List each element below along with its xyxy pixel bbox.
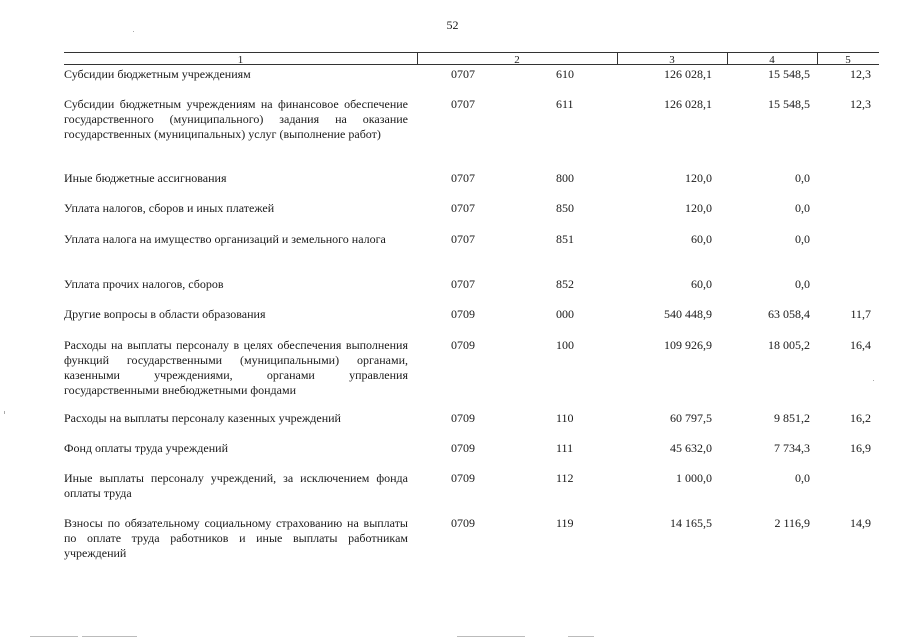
column-3-value: 109 926,9 <box>664 338 712 352</box>
expense-type-code: 112 <box>556 471 574 485</box>
column-3-value: 1 000,0 <box>676 471 712 485</box>
column-5-value: 12,3 <box>850 97 871 111</box>
column-3-value: 120,0 <box>685 201 712 215</box>
row-name: Расходы на выплаты персоналу казенных учреждений <box>64 411 341 425</box>
column-4-value: 0,0 <box>795 277 810 291</box>
scan-artifact <box>873 380 874 381</box>
column-5-value: 11,7 <box>850 307 871 321</box>
column-4-value: 63 058,4 <box>768 307 810 321</box>
row-name: Расходы на выплаты персоналу в целях обеспечения выполнения функций государственными (муниципальными) органами, казенными учреждениями, органами управления государственными внебюджетными фондами <box>64 338 408 397</box>
expense-type-code: 852 <box>556 277 574 291</box>
column-4-value: 15 548,5 <box>768 67 810 81</box>
column-3-value: 120,0 <box>685 171 712 185</box>
section-code: 0709 <box>451 471 475 485</box>
column-3-value: 60 797,5 <box>670 411 712 425</box>
section-code: 0707 <box>451 97 475 111</box>
column-number-1: 1 <box>237 54 244 66</box>
section-code: 0709 <box>451 441 475 455</box>
column-5-value: 16,9 <box>850 441 871 455</box>
column-5-value: 14,9 <box>850 516 871 530</box>
column-3-value: 126 028,1 <box>664 97 712 111</box>
column-3-value: 60,0 <box>691 277 712 291</box>
column-3-value: 60,0 <box>691 232 712 246</box>
row-name: Уплата налогов, сборов и иных платежей <box>64 201 275 215</box>
section-code: 0707 <box>451 67 475 81</box>
scan-artifact <box>82 636 137 637</box>
column-4-value: 2 116,9 <box>774 516 810 530</box>
row-name: Уплата налога на имущество организаций и земельного налога <box>64 232 386 246</box>
section-code: 0707 <box>451 171 475 185</box>
column-3-value: 126 028,1 <box>664 67 712 81</box>
expense-type-code: 610 <box>556 67 574 81</box>
column-4-value: 0,0 <box>795 471 810 485</box>
scan-artifact <box>30 636 78 637</box>
column-number-2: 2 <box>514 54 520 66</box>
column-4-value: 7 734,3 <box>774 441 810 455</box>
column-4-value: 0,0 <box>795 232 810 246</box>
scan-artifact <box>568 636 594 637</box>
expense-type-code: 611 <box>556 97 574 111</box>
expense-type-code: 850 <box>556 201 574 215</box>
column-4-value: 15 548,5 <box>768 97 810 111</box>
row-name: Иные бюджетные ассигнования <box>64 171 227 185</box>
table-top-rule <box>64 52 879 53</box>
row-name: Другие вопросы в области образования <box>64 307 266 321</box>
expense-type-code: 119 <box>556 516 574 530</box>
section-code: 0709 <box>451 307 475 321</box>
row-name: Иные выплаты персоналу учреждений, за исключением фонда оплаты труда <box>64 471 408 500</box>
expense-type-code: 110 <box>556 411 574 425</box>
column-4-value: 9 851,2 <box>774 411 810 425</box>
section-code: 0707 <box>451 277 475 291</box>
expense-type-code: 851 <box>556 232 574 246</box>
row-name: Субсидии бюджетным учреждениям на финансовое обеспечение государственного (муниципального) задания на оказание государственных (муниципальных) услуг (выполнение работ) <box>64 97 408 141</box>
scan-artifact <box>457 636 525 637</box>
row-name: Субсидии бюджетным учреждениям <box>64 67 251 81</box>
column-5-value: 16,2 <box>850 411 871 425</box>
section-code: 0709 <box>451 411 475 425</box>
section-code: 0707 <box>451 232 475 246</box>
column-number-4: 4 <box>769 54 775 66</box>
page-number: 52 <box>446 18 459 32</box>
row-name: Фонд оплаты труда учреждений <box>64 441 228 455</box>
column-number-5: 5 <box>845 54 851 66</box>
column-3-value: 45 632,0 <box>670 441 712 455</box>
section-code: 0709 <box>451 516 475 530</box>
expense-type-code: 111 <box>556 441 574 455</box>
scan-artifact <box>4 411 5 414</box>
expense-type-code: 000 <box>556 307 574 321</box>
column-4-value: 0,0 <box>795 171 810 185</box>
column-5-value: 16,4 <box>850 338 871 352</box>
expense-type-code: 100 <box>556 338 574 352</box>
column-3-value: 14 165,5 <box>670 516 712 530</box>
row-name: Уплата прочих налогов, сборов <box>64 277 224 291</box>
row-name: Взносы по обязательному социальному страхованию на выплаты по оплате труда работников и иные выплаты работникам учреждений <box>64 516 408 560</box>
scan-artifact <box>133 31 134 32</box>
column-5-value: 12,3 <box>850 67 871 81</box>
column-number-3: 3 <box>669 54 675 66</box>
column-4-value: 18 005,2 <box>768 338 810 352</box>
section-code: 0707 <box>451 201 475 215</box>
column-3-value: 540 448,9 <box>664 307 712 321</box>
section-code: 0709 <box>451 338 475 352</box>
column-4-value: 0,0 <box>795 201 810 215</box>
expense-type-code: 800 <box>556 171 574 185</box>
